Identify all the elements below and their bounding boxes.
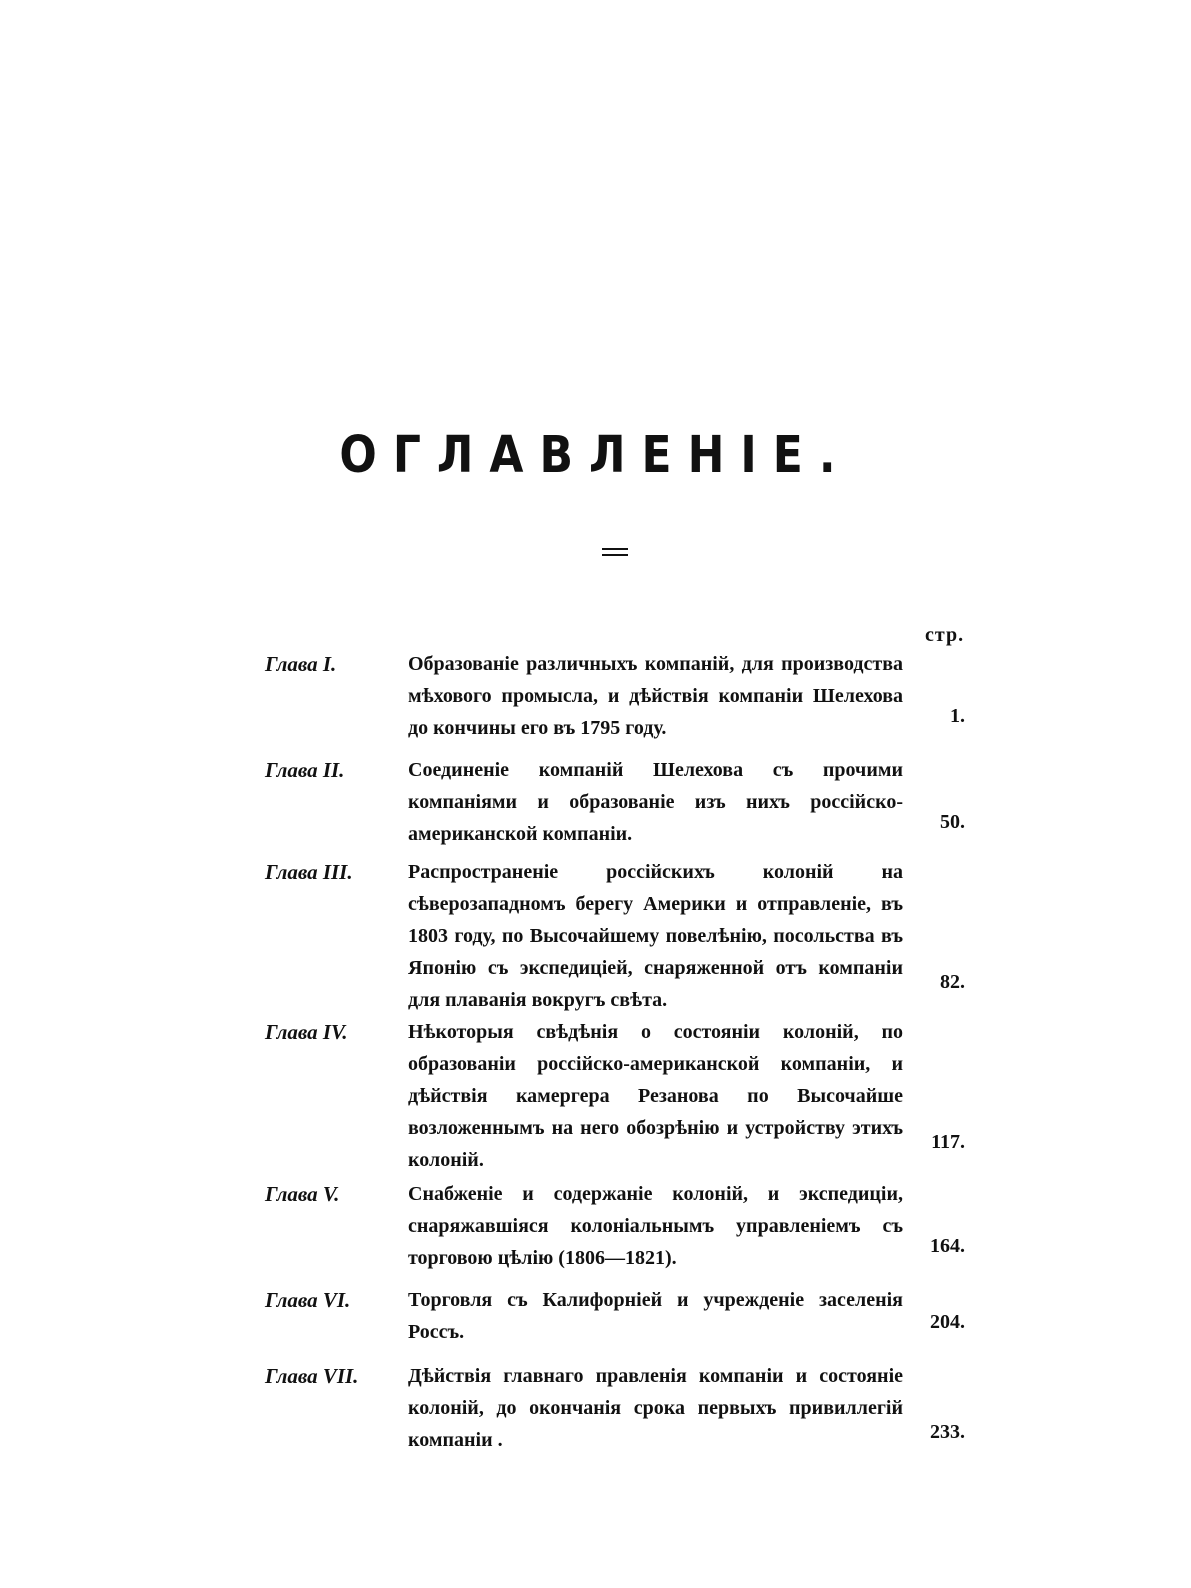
chapter-description: Торговля съ Калифорніей и учрежденіе заселенія Россъ.	[408, 1289, 903, 1343]
page-number: 1.	[950, 705, 965, 727]
chapter-label: Глава V.	[265, 1182, 340, 1206]
chapter-description: Образованіе различныхъ компаній, для производства мѣхового промысла, и дѣйствія компаніи Шелехова до кончины его въ 1795 году.	[408, 653, 903, 739]
chapter-description: Распространеніе россійскихъ колоній на сѣверозападномъ берегу Америки и отправленіе, въ 1803 году, по Высочайшему повелѣнію, посольства въ Японію съ экспедиціей, снаряженной отъ компаніи для плаванія вокругъ свѣта.	[408, 861, 903, 1011]
page-number: 164.	[930, 1235, 965, 1257]
rule-line-top	[602, 548, 628, 550]
chapter-label: Глава VII.	[265, 1364, 359, 1388]
chapter-label: Глава I.	[265, 652, 337, 676]
page-number: 82.	[940, 971, 965, 993]
chapter-description: Снабженіе и содержаніе колоній, и экспедиціи, снаряжавшіяся колоніальнымъ управленіемъ съ торговою цѣлію (1806—1821).	[408, 1183, 903, 1269]
page-number: 233.	[930, 1421, 965, 1443]
chapter-label: Глава III.	[265, 860, 353, 884]
page-column-label: стр.	[925, 624, 965, 646]
page-number: 204.	[930, 1311, 965, 1333]
chapter-label: Глава VI.	[265, 1288, 351, 1312]
chapter-description: Нѣкоторыя свѣдѣнія о состояніи колоній, по образованіи россійско-американской компаніи, и дѣйствія камергера Резанова по Высочайше возложеннымъ на него обозрѣнію и устройству этихъ колоній.	[408, 1021, 903, 1171]
double-rule-divider	[602, 548, 628, 558]
chapter-description: Соединеніе компаній Шелехова съ прочими компаніями и образованіе изъ нихъ россійско-американской компаніи.	[408, 759, 903, 845]
page-number: 117.	[931, 1131, 965, 1153]
chapter-label: Глава IV.	[265, 1020, 348, 1044]
rule-line-bottom	[602, 554, 628, 556]
chapter-label: Глава II.	[265, 758, 345, 782]
chapter-description: Дѣйствія главнаго правленія компаніи и состояніе колоній, до окончанія срока первыхъ привиллегій компаніи .	[408, 1365, 903, 1451]
page-title: ОГЛАВЛЕНІЕ.	[339, 426, 852, 485]
page-number: 50.	[940, 811, 965, 833]
